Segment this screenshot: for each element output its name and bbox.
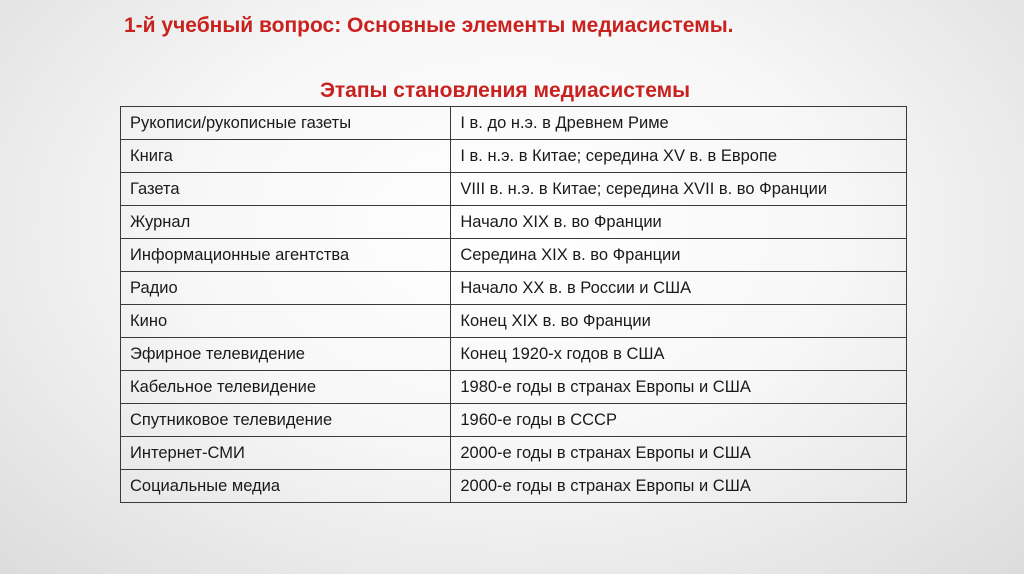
period-cell: Начало XIX в. во Франции	[451, 206, 907, 239]
table-row	[121, 305, 907, 338]
period-cell: 2000-е годы в странах Европы и США	[451, 470, 907, 503]
period-cell: 2000-е годы в странах Европы и США	[451, 437, 907, 470]
medium-cell: Информационные агентства	[121, 239, 451, 272]
table-row	[121, 338, 907, 371]
period-cell: I в. до н.э. в Древнем Риме	[451, 107, 907, 140]
table-row	[121, 404, 907, 437]
period-cell: Середина XIX в. во Франции	[451, 239, 907, 272]
period-cell: I в. н.э. в Китае; середина XV в. в Европе	[451, 140, 907, 173]
medium-cell: Спутниковое телевидение	[121, 404, 451, 437]
medium-cell: Социальные медиа	[121, 470, 451, 503]
table-row	[121, 173, 907, 206]
period-cell: VIII в. н.э. в Китае; середина XVII в. во Франции	[451, 173, 907, 206]
medium-cell: Газета	[121, 173, 451, 206]
medium-cell: Журнал	[121, 206, 451, 239]
table-row	[121, 107, 907, 140]
medium-cell: Кабельное телевидение	[121, 371, 451, 404]
medium-cell: Книга	[121, 140, 451, 173]
medium-cell: Кино	[121, 305, 451, 338]
table-caption	[0, 79, 1024, 103]
medium-cell: Радио	[121, 272, 451, 305]
period-cell: Конец XIX в. во Франции	[451, 305, 907, 338]
table-caption-text: Этапы становления медиасистемы	[319, 79, 691, 102]
table-row	[121, 272, 907, 305]
media-stages-table	[120, 106, 907, 503]
table-row	[121, 140, 907, 173]
table-row	[121, 470, 907, 503]
table-row	[121, 371, 907, 404]
medium-cell: Интернет-СМИ	[121, 437, 451, 470]
slide-title: 1-й учебный вопрос: Основные элементы медиасистемы.	[124, 14, 734, 37]
medium-cell: Рукописи/рукописные газеты	[121, 107, 451, 140]
period-cell: 1980-е годы в странах Европы и США	[451, 371, 907, 404]
table-row	[121, 437, 907, 470]
period-cell: Конец 1920-х годов в США	[451, 338, 907, 371]
table-row	[121, 206, 907, 239]
medium-cell: Эфирное телевидение	[121, 338, 451, 371]
period-cell: 1960-е годы в СССР	[451, 404, 907, 437]
period-cell: Начало XX в. в России и США	[451, 272, 907, 305]
table-row	[121, 239, 907, 272]
